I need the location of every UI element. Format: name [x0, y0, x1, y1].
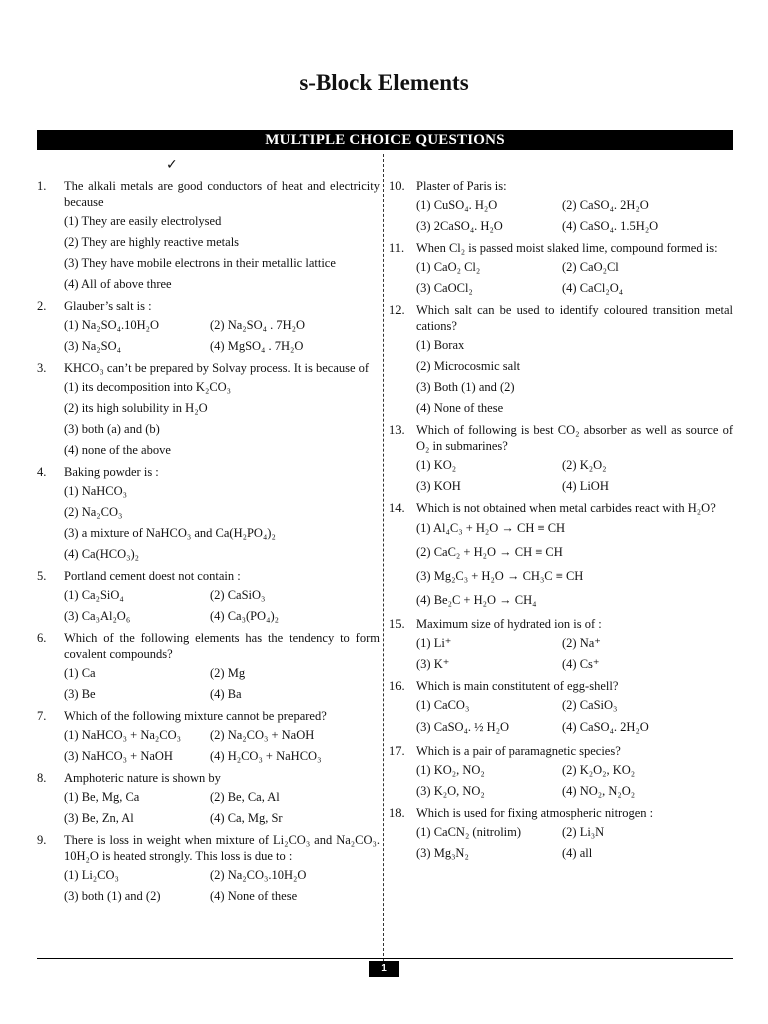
question-15 — [389, 616, 733, 674]
question-14 — [389, 500, 733, 612]
question-10 — [389, 178, 733, 236]
answer-option[interactable]: (2) Na₂CO₃ + NaOH — [210, 727, 315, 742]
answer-option[interactable]: (1) CaO₂ Cl₂ — [416, 259, 481, 274]
question-text: Which of following is best CO₂ absorber as well as source of O₂ in submarines? — [416, 423, 733, 453]
question-text: Which salt can be used to identify coloured transition metal cations? — [416, 303, 733, 333]
question-13 — [389, 422, 733, 496]
answer-option[interactable]: (4) Ca₃(PO₄)₂ — [210, 608, 279, 623]
answer-option[interactable]: (3) Be, Zn, Al — [64, 810, 134, 825]
option-row — [416, 194, 733, 215]
column-divider — [383, 154, 384, 961]
question-text: There is loss in weight when mixture of Li₂CO₃ and Na₂CO₃. 10H₂O is heated strongly. This loss is due to : — [64, 833, 380, 863]
option-row — [416, 780, 733, 801]
answer-option[interactable]: (4) H₂CO₃ + NaHCO₃ — [210, 748, 322, 763]
answer-option[interactable]: (1) Be, Mg, Ca — [64, 789, 140, 804]
question-17 — [389, 743, 733, 801]
question-text: Portland cement doest not contain : — [64, 569, 241, 583]
question-stem — [389, 422, 733, 454]
left-question-column — [37, 178, 380, 910]
answer-option[interactable]: (1) Li₂CO₃ — [64, 867, 119, 882]
question-number: 9. — [37, 833, 47, 847]
answer-option[interactable]: (1) Li⁺ — [416, 635, 452, 650]
option-row — [64, 745, 380, 766]
answer-option[interactable]: (4) Cs⁺ — [562, 656, 600, 671]
option-row — [64, 210, 380, 231]
answer-option[interactable]: (2) its high solubility in H₂O — [64, 400, 208, 415]
page-number: 1 — [369, 961, 399, 977]
answer-option[interactable]: (2) Microcosmic salt — [416, 358, 521, 373]
answer-option[interactable]: (3) both (1) and (2) — [64, 888, 161, 903]
answer-option[interactable]: (4) MgSO₄ . 7H₂O — [210, 338, 304, 353]
answer-option[interactable]: (3) 2CaSO₄. H₂O — [416, 218, 503, 233]
option-group — [389, 632, 733, 674]
answer-option[interactable]: (4) all — [562, 845, 593, 860]
question-text: Glauber’s salt is : — [64, 299, 152, 313]
question-number: 6. — [37, 631, 47, 645]
question-number: 7. — [37, 709, 47, 723]
option-row — [64, 522, 380, 543]
question-stem — [389, 302, 733, 334]
option-row — [64, 605, 380, 626]
answer-option[interactable]: (4) CaCl₂O₄ — [562, 280, 624, 295]
answer-option[interactable]: (4) none of the above — [64, 442, 171, 457]
answer-option[interactable]: (2) K₂O₂ — [562, 457, 607, 472]
answer-option[interactable]: (2) CaSiO₃ — [210, 587, 266, 602]
option-group — [389, 454, 733, 496]
answer-option[interactable]: (1) NaHCO₃ — [64, 483, 128, 498]
option-row — [416, 653, 733, 674]
answer-option[interactable]: (1) CaCO₃ — [416, 697, 470, 712]
question-18 — [389, 805, 733, 863]
option-row — [64, 683, 380, 704]
option-row — [64, 314, 380, 335]
answer-option[interactable]: (1) KO₂, NO₂ — [416, 762, 485, 777]
question-text: The alkali metals are good conductors of heat and electricity because — [64, 179, 380, 209]
option-row — [416, 256, 733, 277]
option-group — [389, 256, 733, 298]
option-row — [64, 480, 380, 501]
answer-option[interactable]: (2) Na⁺ — [562, 635, 601, 650]
answer-option[interactable]: (1) Borax — [416, 337, 465, 352]
option-row — [416, 397, 733, 418]
question-stem — [389, 805, 733, 821]
answer-option[interactable]: (3) Mg₃N₂ — [416, 845, 469, 860]
option-row — [416, 588, 733, 612]
footer-rule — [37, 958, 733, 959]
answer-option[interactable]: (3) KOH — [416, 478, 461, 493]
option-group — [37, 786, 380, 828]
answer-option[interactable]: (2) Na₂CO₃.10H₂O — [210, 867, 307, 882]
option-row — [64, 231, 380, 252]
option-group — [389, 759, 733, 801]
answer-option[interactable]: (1) KO₂ — [416, 457, 457, 472]
question-3 — [37, 360, 380, 460]
question-1 — [37, 178, 380, 294]
question-text: Baking powder is : — [64, 465, 159, 479]
option-row — [64, 273, 380, 294]
answer-option[interactable]: (3) Na₂SO₄ — [64, 338, 121, 353]
option-row — [416, 475, 733, 496]
question-stem — [389, 178, 733, 194]
option-row — [64, 885, 380, 906]
question-text: Maximum size of hydrated ion is of : — [416, 617, 602, 631]
question-12 — [389, 302, 733, 418]
answer-option[interactable]: (1) Al₄C₃ + H₂O → CH ≡ CH — [416, 521, 566, 535]
question-number: 11. — [389, 241, 405, 255]
question-number: 17. — [389, 744, 405, 758]
question-6 — [37, 630, 380, 704]
question-text: Which is not obtained when metal carbides react with H₂O? — [416, 501, 716, 515]
question-8 — [37, 770, 380, 828]
question-number: 10. — [389, 179, 405, 193]
question-number: 15. — [389, 617, 405, 631]
option-row — [416, 334, 733, 355]
option-row — [416, 821, 733, 842]
option-group — [389, 821, 733, 863]
option-row — [416, 355, 733, 376]
question-text: Which is used for fixing atmospheric nitrogen : — [416, 806, 654, 820]
question-number: 4. — [37, 465, 47, 479]
option-group — [37, 724, 380, 766]
answer-option[interactable]: (1) They are easily electrolysed — [64, 213, 222, 228]
answer-option[interactable]: (1) Ca — [64, 665, 96, 680]
answer-option[interactable]: (2) CaC₂ + H₂O → CH ≡ CH — [416, 545, 563, 559]
question-stem — [389, 743, 733, 759]
option-row — [64, 439, 380, 460]
question-stem — [37, 298, 380, 314]
question-number: 1. — [37, 179, 47, 193]
question-text: Which is a pair of paramagnetic species? — [416, 744, 621, 758]
question-stem — [37, 360, 380, 376]
question-7 — [37, 708, 380, 766]
question-stem — [37, 178, 380, 210]
option-row — [416, 454, 733, 475]
question-stem — [37, 708, 380, 724]
option-row — [416, 277, 733, 298]
answer-option[interactable]: (1) NaHCO₃ + Na₂CO₃ — [64, 727, 181, 742]
option-group — [389, 334, 733, 418]
answer-option[interactable]: (2) Na₂CO₃ — [64, 504, 123, 519]
answer-option[interactable]: (4) LiOH — [562, 478, 609, 493]
option-row — [416, 540, 733, 564]
answer-option[interactable]: (3) both (a) and (b) — [64, 421, 160, 436]
answer-option[interactable]: (2) CaO₂Cl — [562, 259, 619, 274]
answer-option[interactable]: (3) They have mobile electrons in their metallic lattice — [64, 255, 336, 270]
answer-option[interactable]: (2) They are highly reactive metals — [64, 234, 240, 249]
answer-option[interactable]: (2) Mg — [210, 665, 246, 680]
question-text: Plaster of Paris is: — [416, 179, 507, 193]
option-row — [64, 376, 380, 397]
answer-option[interactable]: (3) Both (1) and (2) — [416, 379, 515, 394]
question-number: 3. — [37, 361, 47, 375]
question-number: 18. — [389, 806, 405, 820]
option-row — [64, 584, 380, 605]
option-row — [64, 501, 380, 522]
answer-option[interactable]: (4) Ca, Mg, Sr — [210, 810, 283, 825]
answer-option[interactable]: (4) Be₂C + H₂O → CH₄ — [416, 593, 537, 607]
option-group — [37, 480, 380, 564]
answer-option[interactable]: (2) CaSiO₃ — [562, 697, 618, 712]
question-2 — [37, 298, 380, 356]
option-row — [64, 864, 380, 885]
answer-option[interactable]: (3) Ca₃Al₂O₆ — [64, 608, 131, 623]
answer-option[interactable]: (1) CuSO₄. H₂O — [416, 197, 498, 212]
question-stem — [37, 568, 380, 584]
option-row — [416, 694, 733, 715]
answer-option[interactable]: (4) CaSO₄. 1.5H₂O — [562, 218, 659, 233]
answer-option[interactable]: (2) Li₃N — [562, 824, 605, 839]
question-number: 2. — [37, 299, 47, 313]
question-number: 8. — [37, 771, 47, 785]
check-mark-icon: ✓ — [166, 157, 178, 173]
answer-option[interactable]: (3) K⁺ — [416, 656, 450, 671]
answer-option[interactable]: (3) a mixture of NaHCO₃ and Ca(H₂PO₄)₂ — [64, 525, 276, 540]
answer-option[interactable]: (2) CaSO₄. 2H₂O — [562, 197, 649, 212]
option-group — [37, 210, 380, 294]
answer-option[interactable]: (1) its decomposition into K₂CO₃ — [64, 379, 232, 394]
answer-option[interactable]: (2) Be, Ca, Al — [210, 789, 280, 804]
option-group — [389, 194, 733, 236]
question-stem — [37, 464, 380, 480]
question-16 — [389, 678, 733, 739]
option-group — [37, 662, 380, 704]
question-11 — [389, 240, 733, 298]
option-row — [64, 335, 380, 356]
answer-option[interactable]: (1) Na₂SO₄.10H₂O — [64, 317, 160, 332]
option-row — [64, 397, 380, 418]
answer-option[interactable]: (1) Ca₂SiO₄ — [64, 587, 124, 602]
question-stem — [37, 630, 380, 662]
answer-option[interactable]: (1) CaCN₂ (nitrolim) — [416, 824, 522, 839]
question-number: 12. — [389, 303, 405, 317]
answer-option[interactable]: (4) All of above three — [64, 276, 172, 291]
option-row — [64, 543, 380, 564]
option-group — [37, 376, 380, 460]
answer-option[interactable]: (3) CaSO₄. ½ H₂O — [416, 720, 510, 734]
option-row — [64, 662, 380, 683]
question-4 — [37, 464, 380, 564]
option-row — [64, 252, 380, 273]
answer-option[interactable]: (4) Ca(HCO₃)₂ — [64, 546, 140, 561]
question-text: Which of the following elements has the tendency to form covalent compounds? — [64, 631, 380, 661]
answer-option[interactable]: (3) Be — [64, 686, 96, 701]
question-stem — [389, 616, 733, 632]
option-row — [416, 564, 733, 588]
answer-option[interactable]: (2) Na₂SO₄ . 7H₂O — [210, 317, 306, 332]
answer-option[interactable]: (3) CaOCl₂ — [416, 280, 473, 295]
question-stem — [37, 770, 380, 786]
answer-option[interactable]: (3) Mg₂C₃ + H₂O → CH₃C ≡ CH — [416, 569, 584, 583]
question-number: 13. — [389, 423, 405, 437]
option-row — [416, 215, 733, 236]
answer-option[interactable]: (4) NO₂, N₂O₂ — [562, 783, 636, 798]
answer-option[interactable]: (4) CaSO₄. 2H₂O — [562, 720, 649, 734]
question-text: When Cl₂ is passed moist slaked lime, compound formed is: — [416, 241, 718, 255]
option-group — [37, 864, 380, 906]
option-row — [64, 418, 380, 439]
option-group — [389, 516, 733, 612]
option-row — [416, 516, 733, 540]
answer-option[interactable]: (4) None of these — [210, 888, 298, 903]
option-group — [37, 584, 380, 626]
question-9 — [37, 832, 380, 906]
question-text: Which of the following mixture cannot be prepared? — [64, 709, 327, 723]
question-number: 16. — [389, 679, 405, 693]
section-banner: MULTIPLE CHOICE QUESTIONS — [37, 130, 733, 150]
option-row — [416, 715, 733, 739]
question-text: Which is main constitutent of egg-shell? — [416, 679, 619, 693]
option-row — [416, 759, 733, 780]
question-stem — [389, 678, 733, 694]
option-group — [37, 314, 380, 356]
answer-option[interactable]: (3) K₂O, NO₂ — [416, 783, 485, 798]
option-row — [416, 376, 733, 397]
option-row — [416, 842, 733, 863]
question-number: 14. — [389, 501, 405, 515]
question-stem — [37, 832, 380, 864]
question-text: Amphoteric nature is shown by — [64, 771, 221, 785]
answer-option[interactable]: (4) None of these — [416, 400, 504, 415]
question-5 — [37, 568, 380, 626]
answer-option[interactable]: (4) Ba — [210, 686, 242, 701]
question-stem — [389, 240, 733, 256]
answer-option[interactable]: (2) K₂O₂, KO₂ — [562, 762, 636, 777]
question-stem — [389, 500, 733, 516]
right-question-column — [389, 178, 733, 867]
option-row — [64, 786, 380, 807]
question-number: 5. — [37, 569, 47, 583]
option-group — [389, 694, 733, 739]
answer-option[interactable]: (3) NaHCO₃ + NaOH — [64, 748, 173, 763]
option-row — [64, 807, 380, 828]
option-row — [416, 632, 733, 653]
option-row — [64, 724, 380, 745]
question-text: KHCO₃ can’t be prepared by Solvay process. It is because of — [64, 361, 370, 375]
page-title: s-Block Elements — [299, 70, 469, 95]
